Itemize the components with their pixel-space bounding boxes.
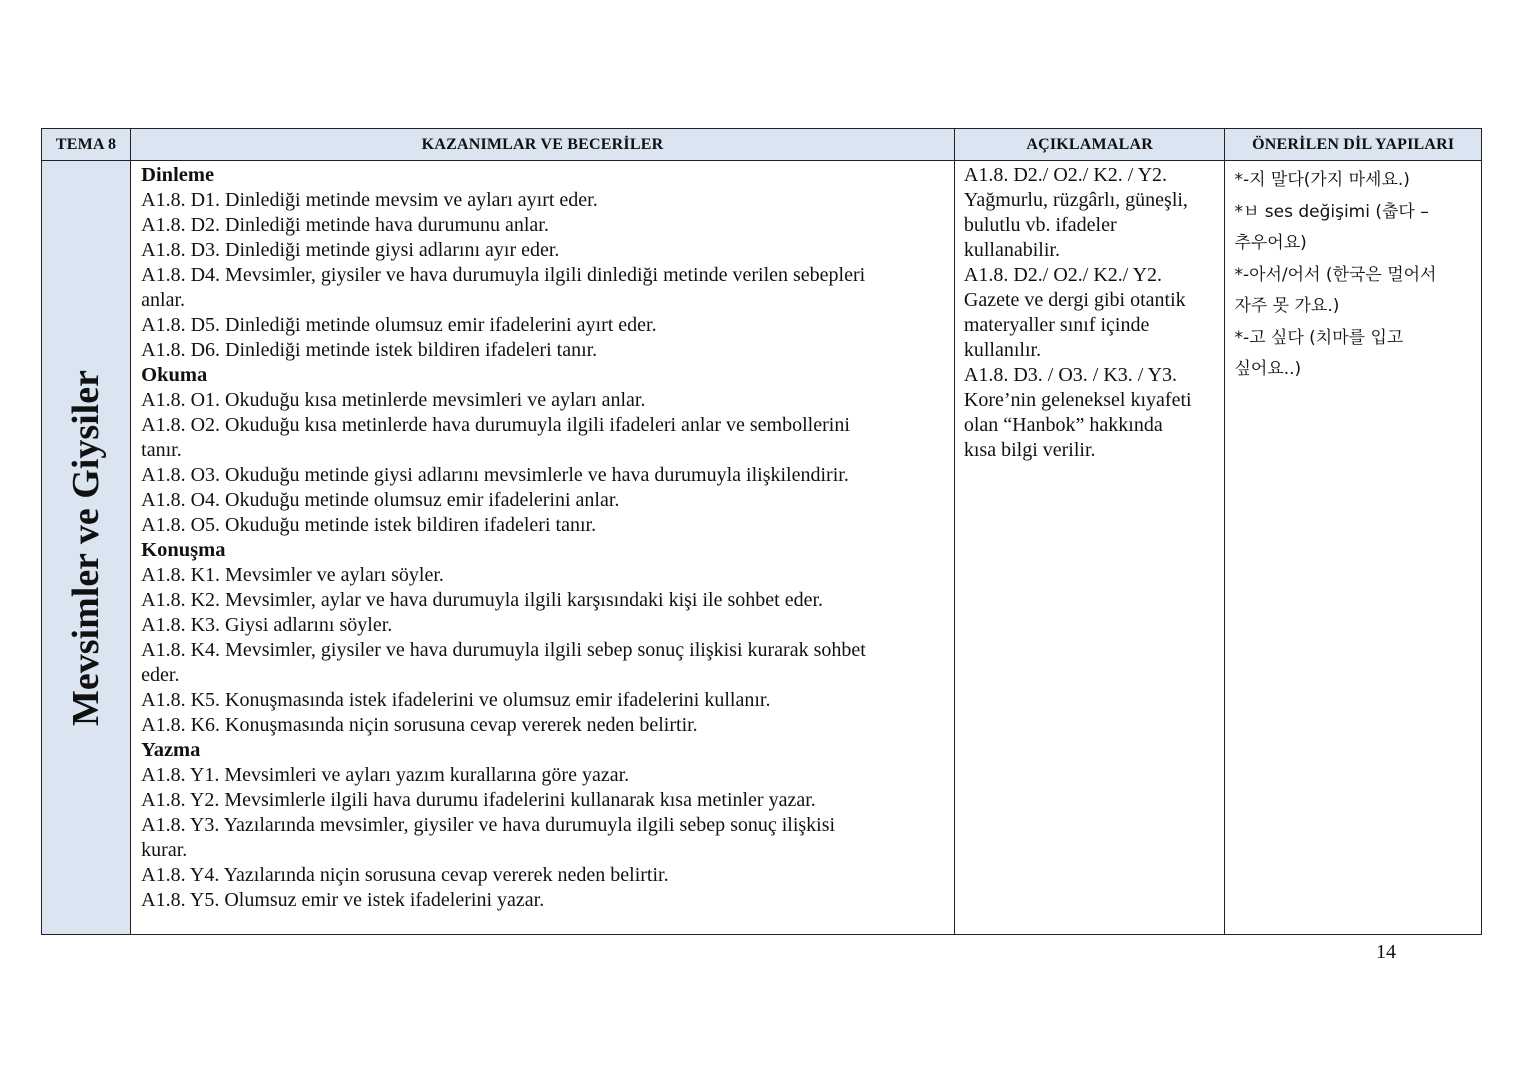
theme-cell bbox=[42, 161, 131, 935]
header-notes: AÇIKLAMALAR bbox=[954, 129, 1225, 161]
note-line: Yağmurlu, rüzgârlı, güneşli, bbox=[963, 189, 1188, 211]
writing-title: Yazma bbox=[141, 739, 201, 761]
listening-title: Dinleme bbox=[141, 164, 215, 186]
note-line: A1.8. D2./ O2./ K2./ Y2. bbox=[963, 264, 1163, 286]
skill-line: A1.8. D6. Dinlediği metinde istek bildiren ifadeleri tanır. bbox=[141, 339, 598, 361]
page-number: 14 bbox=[1376, 941, 1396, 963]
skill-line: A1.8. K1. Mevsimler ve ayları söyler. bbox=[141, 564, 444, 586]
skill-line: A1.8. O5. Okuduğu metinde istek bildiren ifadeleri tanır. bbox=[141, 514, 597, 536]
structure-line: 추우어요) bbox=[1234, 233, 1307, 253]
skill-line: A1.8. O2. Okuduğu kısa metinlerde hava durumuyla ilgili ifadeleri anlar ve sembollerini bbox=[141, 414, 850, 436]
structure-line: 자주 못 가요.) bbox=[1234, 296, 1340, 316]
reading-section bbox=[141, 363, 944, 538]
structures-cell bbox=[1225, 161, 1482, 935]
note-line: A1.8. D2./ O2./ K2. / Y2. bbox=[963, 164, 1168, 186]
note-line: bulutlu vb. ifadeler bbox=[963, 214, 1117, 236]
structure-line: 싶어요..) bbox=[1234, 359, 1302, 379]
skill-line: A1.8. Y1. Mevsimleri ve ayları yazım kurallarına göre yazar. bbox=[141, 764, 630, 786]
skill-line: eder. bbox=[141, 664, 180, 686]
skill-line: A1.8. D3. Dinlediği metinde giysi adlarını ayır eder. bbox=[141, 239, 560, 261]
note-line: Kore’nin geleneksel kıyafeti bbox=[963, 389, 1192, 411]
speaking-title: Konuşma bbox=[141, 539, 226, 561]
skill-line: kurar. bbox=[141, 839, 188, 861]
note-line: A1.8. D3. / O3. / K3. / Y3. bbox=[963, 364, 1178, 386]
header-structures: ÖNERİLEN DİL YAPILARI bbox=[1225, 129, 1482, 161]
skill-line: A1.8. D4. Mevsimler, giysiler ve hava durumuyla ilgili dinlediği metinde verilen sebepleri bbox=[141, 264, 866, 286]
skill-line: A1.8. K5. Konuşmasında istek ifadelerini ve olumsuz emir ifadelerini kullanır. bbox=[141, 689, 771, 711]
note-line: olan “Hanbok” hakkında bbox=[963, 414, 1163, 436]
header-skills: KAZANIMLAR VE BECERİLER bbox=[131, 129, 955, 161]
note-line: kullanabilir. bbox=[963, 239, 1060, 261]
skill-line: A1.8. O4. Okuduğu metinde olumsuz emir ifadelerini anlar. bbox=[141, 489, 620, 511]
notes-cell bbox=[954, 161, 1225, 935]
table-header-row bbox=[42, 129, 1482, 161]
skill-line: A1.8. K2. Mevsimler, aylar ve hava durumuyla ilgili karşısındaki kişi ile sohbet eder. bbox=[141, 589, 824, 611]
skill-line: A1.8. D5. Dinlediği metinde olumsuz emir ifadelerini ayırt eder. bbox=[141, 314, 657, 336]
theme-title: Mevsimler ve Giysiler bbox=[65, 369, 108, 726]
structure-line: *-고 싶다 (치마를 입고 bbox=[1234, 327, 1404, 348]
skill-line: A1.8. O3. Okuduğu metinde giysi adlarını mevsimlerle ve hava durumuyla ilişkilendirir. bbox=[141, 464, 849, 486]
skill-line: A1.8. K4. Mevsimler, giysiler ve hava durumuyla ilgili sebep sonuç ilişkisi kurarak sohbet bbox=[141, 639, 866, 661]
note-line: materyaller sınıf içinde bbox=[963, 314, 1150, 336]
structure-line: *-지 말다(가지 마세요.) bbox=[1234, 170, 1410, 190]
skill-line: A1.8. Y5. Olumsuz emir ve istek ifadelerini yazar. bbox=[141, 889, 545, 911]
skill-line: anlar. bbox=[141, 289, 186, 311]
skill-line: A1.8. K3. Giysi adlarını söyler. bbox=[141, 614, 393, 636]
skill-line: A1.8. Y4. Yazılarında niçin sorusuna cevap vererek neden belirtir. bbox=[141, 864, 669, 886]
reading-title: Okuma bbox=[141, 364, 208, 386]
note-line: kullanılır. bbox=[963, 339, 1042, 361]
structure-line: *ㅂ ses değişimi (춥다 – bbox=[1234, 201, 1429, 222]
header-theme: TEMA 8 bbox=[42, 129, 131, 161]
skill-line: tanır. bbox=[141, 439, 182, 461]
skills-cell bbox=[131, 161, 955, 935]
listening-section bbox=[141, 163, 944, 363]
structure-line: *-아서/어서 (한국은 멀어서 bbox=[1234, 264, 1437, 285]
skill-line: A1.8. O1. Okuduğu kısa metinlerde mevsimleri ve ayları anlar. bbox=[141, 389, 646, 411]
skill-line: A1.8. K6. Konuşmasında niçin sorusuna cevap vererek neden belirtir. bbox=[141, 714, 698, 736]
note-line: kısa bilgi verilir. bbox=[963, 439, 1096, 461]
writing-section bbox=[141, 738, 944, 913]
speaking-section bbox=[141, 538, 944, 738]
skill-line: A1.8. D2. Dinlediği metinde hava durumunu anlar. bbox=[141, 214, 549, 236]
skill-line: A1.8. D1. Dinlediği metinde mevsim ve ayları ayırt eder. bbox=[141, 189, 598, 211]
curriculum-table bbox=[41, 128, 1482, 935]
skill-line: A1.8. Y2. Mevsimlerle ilgili hava durumu ifadelerini kullanarak kısa metinler yazar. bbox=[141, 789, 816, 811]
skill-line: A1.8. Y3. Yazılarında mevsimler, giysiler ve hava durumuyla ilgili sebep sonuç ilişkisi bbox=[141, 814, 836, 836]
table-body-row bbox=[42, 161, 1482, 935]
note-line: Gazete ve dergi gibi otantik bbox=[963, 289, 1186, 311]
